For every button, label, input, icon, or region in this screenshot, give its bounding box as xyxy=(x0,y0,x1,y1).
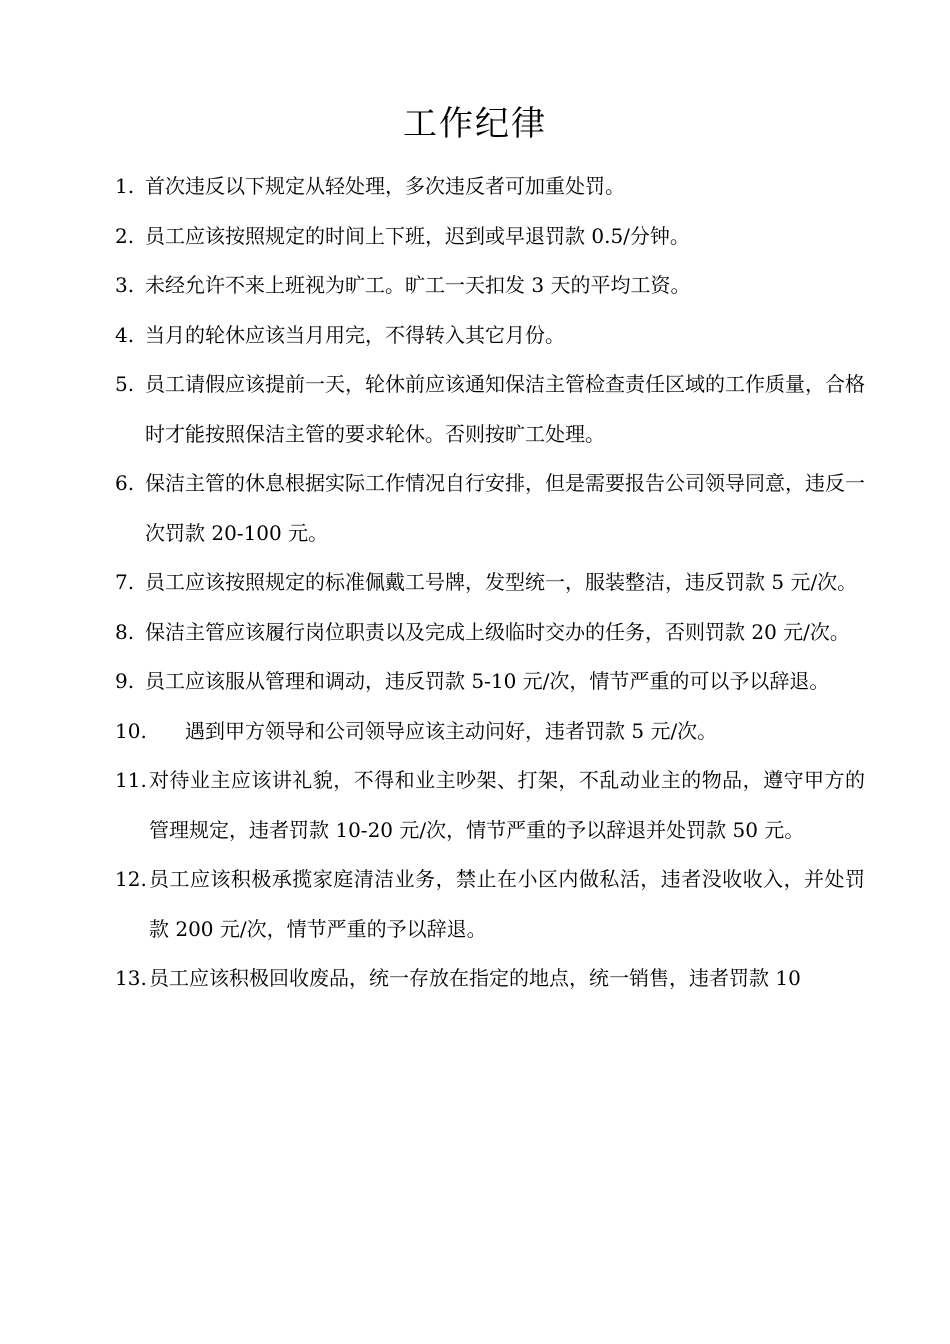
rule-number: 8. xyxy=(115,619,135,644)
rule-text: 员工应该服从管理和调动，违反罚款 5-10 元/次，情节严重的可以予以辞退。 xyxy=(145,669,830,693)
rule-number: 3. xyxy=(115,273,135,297)
list-item xyxy=(115,162,865,212)
rule-number: 5. xyxy=(115,372,135,396)
rule-number: 2. xyxy=(115,223,135,248)
list-item xyxy=(115,707,865,757)
rule-text: 遇到甲方领导和公司领导应该主动问好，违者罚款 5 元/次。 xyxy=(185,718,718,743)
rule-number: 12. xyxy=(115,867,147,891)
rule-text: 员工请假应该提前一天，轮休前应该通知保洁主管检查责任区域的工作质量，合格时才能按照保洁主管的要求轮休。否则按旷工处理。 xyxy=(145,372,865,446)
rule-text: 员工应该按照规定的时间上下班，迟到或早退罚款 0.5/分钟。 xyxy=(145,223,690,248)
rule-text: 对待业主应该讲礼貌，不得和业主吵架、打架，不乱动业主的物品，遵守甲方的管理规定，违者罚款 10-20 元/次，情节严重的予以辞退并处罚款 50 元。 xyxy=(149,768,865,842)
list-item xyxy=(115,855,865,954)
list-item xyxy=(115,360,865,459)
rule-number: 11. xyxy=(115,768,147,792)
rule-text: 保洁主管的休息根据实际工作情况自行安排，但是需要报告公司领导同意，违反一次罚款 20-100 元。 xyxy=(145,471,865,545)
rule-number: 1. xyxy=(115,174,135,198)
list-item xyxy=(115,657,865,707)
list-item xyxy=(115,954,865,1004)
rule-number: 9. xyxy=(115,669,135,693)
rule-text: 当月的轮休应该当月用完，不得转入其它月份。 xyxy=(145,322,565,347)
rule-text: 首次违反以下规定从轻处理，多次违反者可加重处罚。 xyxy=(145,174,625,198)
rule-number: 7. xyxy=(115,570,135,594)
list-item xyxy=(115,311,865,361)
document-title: 工作纪律 xyxy=(403,104,547,144)
list-item xyxy=(115,261,865,311)
list-item xyxy=(115,212,865,262)
rule-text: 保洁主管应该履行岗位职责以及完成上级临时交办的任务，否则罚款 20 元/次。 xyxy=(145,619,850,644)
rule-number: 4. xyxy=(115,322,135,347)
rules-list xyxy=(115,162,865,1004)
list-item xyxy=(115,608,865,658)
rule-text: 员工应该积极回收废品，统一存放在指定的地点，统一销售，违者罚款 10 xyxy=(149,966,801,990)
rule-text: 未经允许不来上班视为旷工。旷工一天扣发 3 天的平均工资。 xyxy=(145,273,691,297)
rule-number: 10. xyxy=(115,718,147,743)
list-item xyxy=(115,459,865,558)
rule-text: 员工应该积极承揽家庭清洁业务，禁止在小区内做私活，违者没收收入，并处罚款 200 元/次，情节严重的予以辞退。 xyxy=(149,867,865,941)
rule-number: 6. xyxy=(115,471,135,495)
list-item xyxy=(115,756,865,855)
list-item xyxy=(115,558,865,608)
rule-text: 员工应该按照规定的标准佩戴工号牌，发型统一，服装整洁，违反罚款 5 元/次。 xyxy=(145,570,858,594)
rule-number: 13. xyxy=(115,966,147,990)
